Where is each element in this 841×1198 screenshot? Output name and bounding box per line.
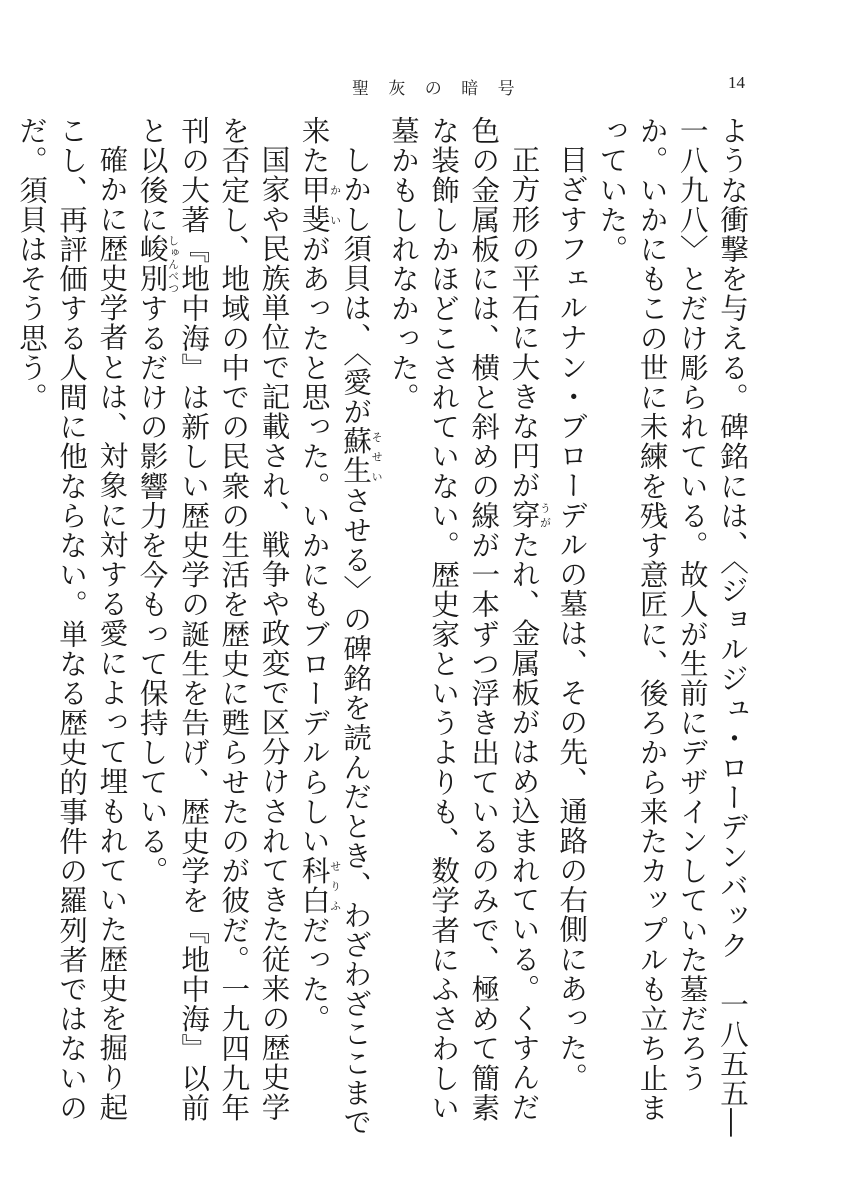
ruby-word: 穿うが bbox=[507, 499, 552, 530]
paragraph bbox=[131, 116, 293, 1138]
text-run: するだけの影響力を今もって保持している。 bbox=[135, 293, 169, 886]
text-run: 目ざすフェルナン・ブローデルの墓は、その先、通路の右側にあった。 bbox=[555, 144, 589, 1092]
furigana: うが bbox=[538, 499, 552, 530]
text-run: 国家や民族単位で記載され、戦争や政変で区分けされてきた従来の歴史学を否定し、地域の中での民衆の生活を歴史に甦らせたのが彼だ。一九四九年刊の大著『地中海』は新しい歴史学の誕生を告げ、歴史学を『地中海』以前と以後に bbox=[135, 116, 291, 1123]
text-run: 確かに歴史学者とは、対象に対する愛によって埋もれていた歴史を掘り起こし、再評価する人間に他ならない。単なる歴史的事件の羅列者ではないのだ。須貝はそう思う。 bbox=[14, 116, 129, 1123]
paragraph bbox=[383, 116, 551, 1138]
furigana: そせい bbox=[370, 426, 384, 486]
ruby-word: 甲斐かい bbox=[297, 175, 342, 235]
ruby-word: 蘇生そせい bbox=[339, 426, 384, 486]
running-header-title: 聖 灰 の 暗 号 bbox=[352, 79, 522, 99]
text-run: ような衝撃を与える。碑銘には、〈ジョルジュ・ローデンバック 一八五五―一八九八〉とだけ彫られている。故人が生前にデザインしていた墓だろうか。いかにもこの世に未練を残す意匠に、後ろから来たカップルも立ち止まっていた。 bbox=[595, 116, 749, 1138]
body-text bbox=[14, 116, 752, 1138]
page-number: 14 bbox=[728, 73, 745, 92]
paragraph bbox=[591, 116, 752, 1138]
text-run: しかし須貝は、〈愛が bbox=[339, 144, 373, 427]
text-run: だった。 bbox=[297, 915, 331, 1034]
furigana: せりふ bbox=[328, 856, 342, 916]
furigana: かい bbox=[328, 175, 342, 235]
text-run: 正方形の平石に大きな円が bbox=[507, 144, 541, 500]
ruby-word: 峻別しゅんべつ bbox=[135, 234, 180, 294]
paragraph bbox=[11, 116, 132, 1138]
text-run: たれ、金属板がはめ込まれている。くすんだ色の金属板には、横と斜めの線が一本ずつ浮き出ているのみで、極めて簡素な装飾しかほどこされていない。歴史家というよりも、数学者にふさわしい墓かもしれなかった。 bbox=[386, 116, 541, 1123]
paragraph bbox=[293, 116, 382, 1138]
ruby-word: 科白せりふ bbox=[297, 856, 342, 916]
text-run: があったと思った。いかにもブローデルらしい bbox=[297, 234, 331, 857]
text-run: させる〉の碑銘を読んだとき、わざわざここまで来た bbox=[297, 116, 373, 1137]
paragraph bbox=[551, 116, 591, 1138]
furigana: しゅんべつ bbox=[166, 234, 180, 294]
